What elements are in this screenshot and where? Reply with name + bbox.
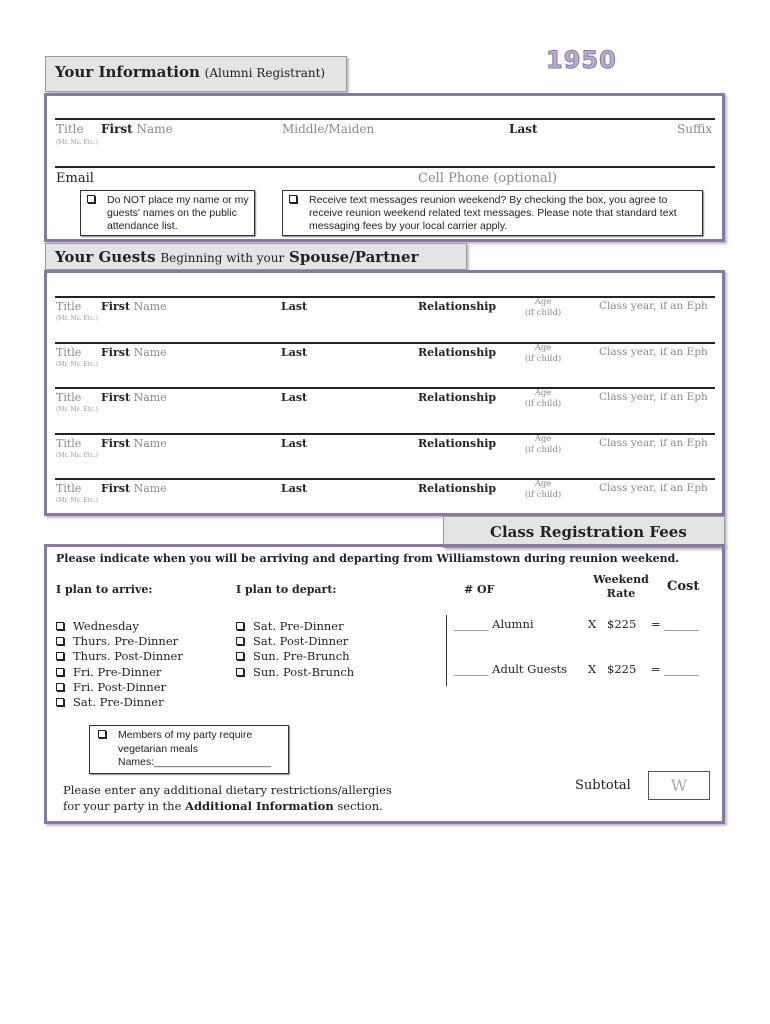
guest-age-label: Age (if child) — [524, 479, 562, 500]
arrive-option-label: Thurs. Pre-Dinner — [73, 634, 179, 649]
guest-class-year-label: Class year, if an Eph — [599, 346, 708, 358]
guest-title-label: Title — [56, 300, 82, 313]
arrive-label: I plan to arrive: — [56, 583, 153, 596]
arrive-option[interactable] — [56, 695, 183, 710]
number-of-label: # OF — [464, 583, 495, 596]
depart-option[interactable] — [236, 665, 354, 680]
title-hint: (Mr. Ms. Etc.) — [56, 139, 98, 146]
arrive-option[interactable] — [56, 680, 183, 695]
guest-age-label: Age (if child) — [524, 297, 562, 318]
first-name-label: First Name — [101, 122, 173, 136]
checkbox-icon[interactable] — [98, 730, 106, 738]
guests-multiply: X — [588, 662, 597, 676]
guest-last-label: Last — [281, 391, 308, 404]
guest-first-name-label: First Name — [101, 482, 167, 495]
arrive-option[interactable] — [56, 619, 183, 634]
guest-last-label: Last — [281, 346, 308, 359]
your-information-title: Your Information — [55, 63, 200, 81]
alumni-count[interactable]: ______ Alumni — [454, 617, 534, 631]
guest-relationship-label: Relationship — [418, 346, 497, 359]
guest-first-name-label: First Name — [101, 437, 167, 450]
subtotal-box[interactable]: W — [648, 771, 710, 800]
guest-class-year-label: Class year, if an Eph — [599, 482, 708, 494]
guest-class-year-label: Class year, if an Eph — [599, 437, 708, 449]
arrive-option-label: Fri. Post-Dinner — [73, 679, 167, 694]
guest-relationship-label: Relationship — [418, 391, 497, 404]
alumni-rate: $225 — [607, 617, 637, 631]
vegetarian-line-1: Members of my party require — [118, 729, 253, 741]
guest-age-label: Age (if child) — [524, 434, 562, 455]
guest-last-label: Last — [281, 300, 308, 313]
guest-class-year-label: Class year, if an Eph — [599, 300, 708, 312]
arrive-option-label: Wednesday — [73, 619, 139, 633]
depart-label: I plan to depart: — [236, 583, 337, 596]
guest-relationship-label: Relationship — [418, 300, 497, 313]
depart-option-label: Sat. Pre-Dinner — [253, 619, 344, 633]
checkbox-icon[interactable] — [289, 195, 297, 203]
guest-age-label: Age (if child) — [524, 388, 562, 409]
checkbox-icon[interactable] — [236, 622, 244, 630]
arrive-options — [56, 619, 183, 710]
arrive-option-label: Thurs. Post-Dinner — [73, 649, 183, 664]
guest-row-line[interactable] — [55, 433, 715, 435]
guest-title-hint: (Mr. Ms. Etc.) — [56, 361, 98, 368]
spouse-partner-label: Spouse/Partner — [289, 248, 419, 266]
dietary-note: Please enter any additional dietary restrictions/allergies for your party in the Additional Information section. — [63, 783, 392, 813]
guest-title-label: Title — [56, 346, 82, 359]
checkbox-icon[interactable] — [56, 683, 64, 691]
suffix-label: Suffix — [677, 122, 713, 136]
vegetarian-line-2: vegetarian meals — [118, 742, 198, 755]
alumni-multiply: X — [588, 617, 597, 631]
your-guests-subtitle: Beginning with your — [160, 251, 285, 265]
fees-divider — [446, 615, 447, 686]
arrive-option-label: Fri. Pre-Dinner — [73, 664, 162, 679]
vegetarian-option[interactable] — [89, 725, 289, 774]
checkbox-icon[interactable] — [236, 637, 244, 645]
guest-row-line[interactable] — [55, 478, 715, 480]
guest-first-name-label: First Name — [101, 391, 167, 404]
guest-title-label: Title — [56, 391, 82, 404]
guest-first-name-label: First Name — [101, 346, 167, 359]
guest-relationship-label: Relationship — [418, 482, 497, 495]
no-attendance-list-text: Do NOT place my name or my guests' names on the public attendance list. — [107, 194, 249, 232]
guests-cost[interactable]: = ______ — [651, 662, 699, 676]
guests-rate: $225 — [607, 662, 637, 676]
guest-first-name-label: First Name — [101, 300, 167, 313]
depart-option-label: Sat. Post-Dinner — [253, 634, 349, 649]
depart-option[interactable] — [236, 619, 354, 634]
reunion-year: 1950 — [546, 46, 617, 74]
checkbox-icon[interactable] — [56, 668, 64, 676]
depart-option-label: Sun. Post-Brunch — [253, 664, 355, 679]
checkbox-icon[interactable] — [56, 698, 64, 706]
guest-age-label: Age (if child) — [524, 343, 562, 364]
guest-last-label: Last — [281, 437, 308, 450]
name-line[interactable] — [55, 118, 715, 120]
arrive-option[interactable] — [56, 634, 183, 649]
guest-title-hint: (Mr. Ms. Etc.) — [56, 497, 98, 504]
guest-row-line[interactable] — [55, 342, 715, 344]
middle-label: Middle/Maiden — [282, 122, 375, 136]
guest-title-hint: (Mr. Ms. Etc.) — [56, 406, 98, 413]
checkbox-icon[interactable] — [56, 652, 64, 660]
guest-relationship-label: Relationship — [418, 437, 497, 450]
no-attendance-list-option[interactable] — [80, 190, 255, 236]
guests-count[interactable]: ______ Adult Guests — [454, 662, 568, 676]
depart-option[interactable] — [236, 634, 354, 649]
guest-class-year-label: Class year, if an Eph — [599, 391, 708, 403]
guest-title-label: Title — [56, 482, 82, 495]
checkbox-icon[interactable] — [56, 622, 64, 630]
alumni-cost[interactable]: = ______ — [651, 617, 699, 631]
depart-option-label: Sun. Pre-Brunch — [253, 649, 350, 664]
guest-title-hint: (Mr. Ms. Etc.) — [56, 452, 98, 459]
checkbox-icon[interactable] — [236, 652, 244, 660]
your-guests-tab — [45, 243, 467, 270]
guest-title-label: Title — [56, 437, 82, 450]
guest-title-hint: (Mr. Ms. Etc.) — [56, 315, 98, 322]
guest-row-line[interactable] — [55, 387, 715, 389]
your-guests-title: Your Guests — [55, 248, 156, 266]
title-label: Title — [56, 122, 84, 136]
arrive-option[interactable] — [56, 665, 183, 680]
subtotal-label: Subtotal — [575, 778, 631, 793]
guest-last-label: Last — [281, 482, 308, 495]
text-messages-option[interactable] — [282, 190, 703, 236]
checkbox-icon[interactable] — [236, 668, 244, 676]
checkbox-icon[interactable] — [56, 637, 64, 645]
arrival-intro: Please indicate when you will be arriving and departing from Williamstown during reunion weekend. — [56, 552, 680, 565]
depart-option[interactable] — [236, 649, 354, 664]
cost-label: Cost — [667, 579, 700, 594]
arrive-option-label: Sat. Pre-Dinner — [73, 695, 164, 710]
email-line[interactable] — [55, 166, 715, 168]
registration-fees-tab: Class Registration Fees — [443, 516, 725, 548]
arrive-option[interactable] — [56, 649, 183, 664]
email-label: Email — [56, 171, 94, 186]
text-messages-text: Receive text messages reunion weekend? By checking the box, you agree to receive reunion weekend related text messages. Please note that standard text messaging fees by your local carrier apply. — [309, 194, 677, 232]
checkbox-icon[interactable] — [87, 195, 95, 203]
guest-row-line[interactable] — [55, 296, 715, 298]
weekend-rate-label: Weekend Rate — [593, 573, 649, 600]
vegetarian-names[interactable]: Names:____________________ — [118, 756, 271, 768]
cell-phone-label: Cell Phone (optional) — [418, 171, 558, 186]
last-label: Last — [509, 122, 538, 136]
depart-options — [236, 619, 354, 680]
your-information-tab — [45, 56, 347, 92]
your-information-subtitle: (Alumni Registrant) — [204, 66, 326, 80]
